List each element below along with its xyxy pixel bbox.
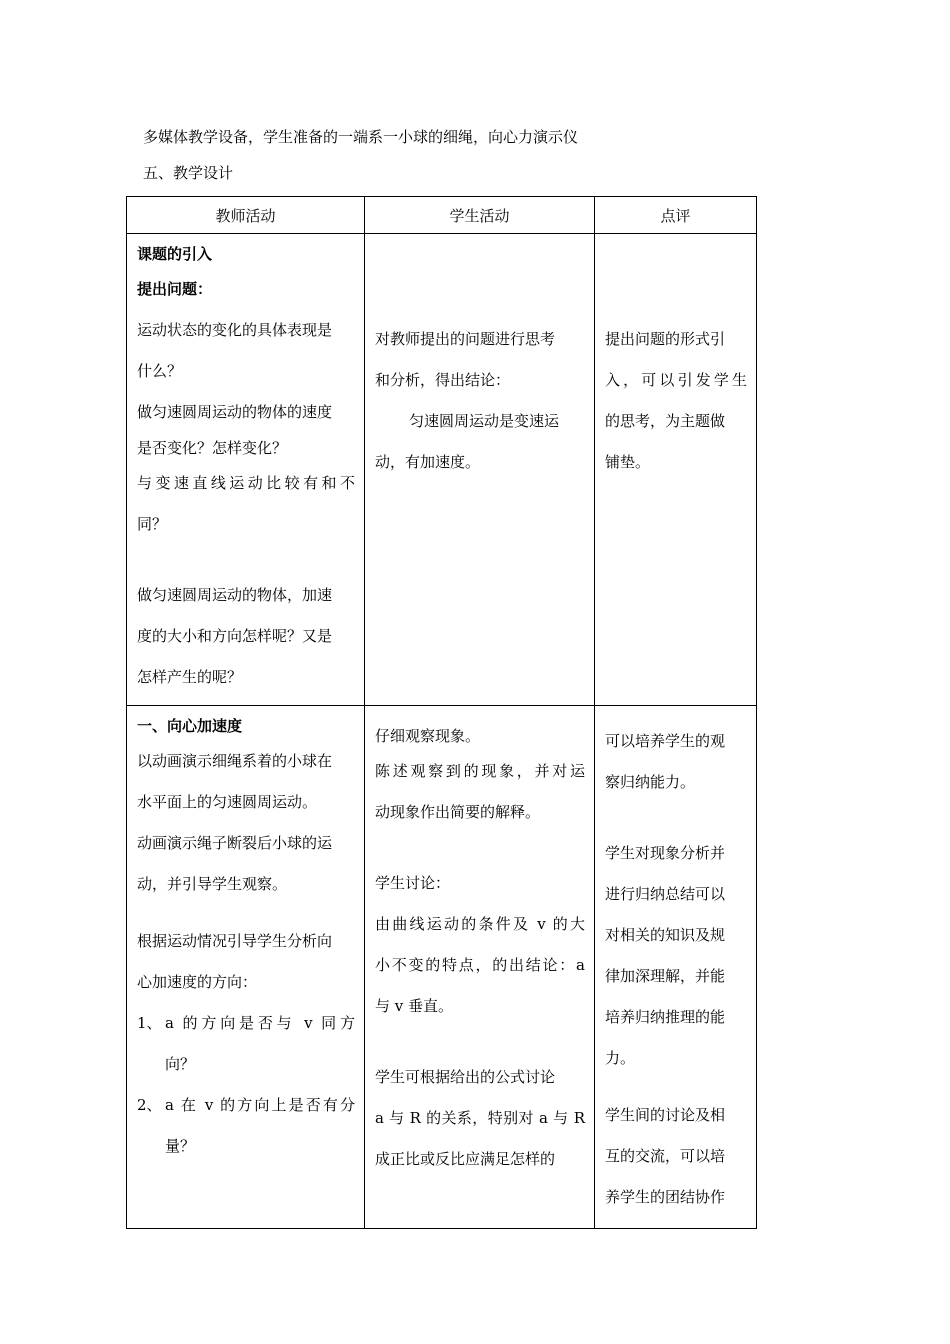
teacher-line: 心加速度的方向：	[137, 973, 258, 991]
teacher-line: 与变速直线运动比较有和不	[137, 474, 355, 492]
teacher-line: 做匀速圆周运动的物体的速度	[137, 403, 333, 421]
student-line: 和分析，得出结论：	[375, 371, 511, 389]
student-line: 学生讨论：	[375, 874, 451, 892]
topic-heading: 课题的引入	[137, 245, 213, 263]
list-item	[137, 1003, 355, 1044]
comment-line: 互的交流，可以培	[605, 1147, 726, 1165]
comment-line: 进行归纳总结可以	[605, 885, 726, 903]
student-line: 动现象作出简要的解释。	[375, 803, 541, 821]
list-item	[137, 1085, 355, 1126]
teacher-line: 以动画演示细绳系着的小球在	[137, 752, 333, 770]
list-text-cont: 向？	[165, 1055, 196, 1073]
teacher-line: 根据运动情况引导学生分析向	[137, 932, 333, 950]
comment-line: 力。	[605, 1049, 636, 1067]
table-row	[127, 234, 757, 706]
list-text: a 的方向是否与 v 同方	[165, 1014, 355, 1032]
student-line: 成正比或反比应满足怎样的	[375, 1150, 556, 1168]
list-number: 2、	[137, 1096, 162, 1114]
student-line: 与 v 垂直。	[375, 997, 454, 1015]
list-text-cont: 量？	[165, 1137, 196, 1155]
teacher-line: 动画演示绳子断裂后小球的运	[137, 834, 333, 852]
student-line: a 与 R 的关系，特别对 a 与 R	[375, 1109, 585, 1127]
centripetal-heading: 一、向心加速度	[137, 717, 243, 735]
student-activity-cell	[365, 234, 595, 706]
student-line: 仔细观察现象。	[375, 727, 481, 745]
comment-line: 学生对现象分析并	[605, 844, 726, 862]
comment-line: 入，可以引发学生	[605, 371, 747, 389]
teacher-activity-cell	[127, 706, 365, 1229]
comment-cell	[595, 706, 757, 1229]
table-row	[127, 706, 757, 1229]
equipment-line: 多媒体教学设备，学生准备的一端系一小球的细绳，向心力演示仪	[143, 128, 579, 146]
student-line: 由曲线运动的条件及 v 的大	[375, 915, 585, 933]
student-line: 动，有加速度。	[375, 453, 481, 471]
comment-line: 律加深理解，并能	[605, 967, 726, 985]
comment-line: 铺垫。	[605, 453, 651, 471]
comment-line: 养学生的团结协作	[605, 1188, 726, 1206]
comment-cell	[595, 234, 757, 706]
teacher-line: 运动状态的变化的具体表现是	[137, 321, 333, 339]
comment-line: 提出问题的形式引	[605, 330, 726, 348]
teacher-line: 水平面上的匀速圆周运动。	[137, 793, 318, 811]
teacher-line: 什么？	[137, 362, 183, 380]
header-student-activity: 学生活动	[365, 197, 595, 234]
list-text: a 在 v 的方向上是否有分	[165, 1096, 355, 1114]
teacher-activity-cell	[127, 234, 365, 706]
student-line: 小不变的特点，的出结论：a	[375, 956, 585, 974]
teacher-line: 度的大小和方向怎样呢？又是	[137, 627, 333, 645]
question-heading: 提出问题：	[137, 280, 213, 298]
student-line: 陈述观察到的现象，并对运	[375, 762, 585, 780]
student-line: 学生可根据给出的公式讨论	[375, 1068, 556, 1086]
list-number: 1、	[137, 1014, 162, 1032]
comment-line: 的思考，为主题做	[605, 412, 726, 430]
student-line: 对教师提出的问题进行思考	[375, 330, 556, 348]
table-header-row	[127, 197, 757, 234]
teacher-line: 同？	[137, 515, 168, 533]
teaching-design-table	[126, 196, 757, 1229]
comment-line: 可以培养学生的观	[605, 732, 726, 750]
teacher-line: 做匀速圆周运动的物体，加速	[137, 586, 333, 604]
student-line: 匀速圆周运动是变速运	[409, 412, 560, 430]
comment-line: 培养归纳推理的能	[605, 1008, 726, 1026]
teacher-line: 动，并引导学生观察。	[137, 875, 288, 893]
teacher-line: 是否变化？怎样变化？	[137, 439, 288, 457]
comment-line: 学生间的讨论及相	[605, 1106, 726, 1124]
teacher-line: 怎样产生的呢？	[137, 668, 243, 686]
section-title: 五、教学设计	[143, 164, 234, 182]
student-activity-cell	[365, 706, 595, 1229]
comment-line: 察归纳能力。	[605, 773, 696, 791]
header-comment: 点评	[595, 197, 757, 234]
header-teacher-activity: 教师活动	[127, 197, 365, 234]
comment-line: 对相关的知识及规	[605, 926, 726, 944]
